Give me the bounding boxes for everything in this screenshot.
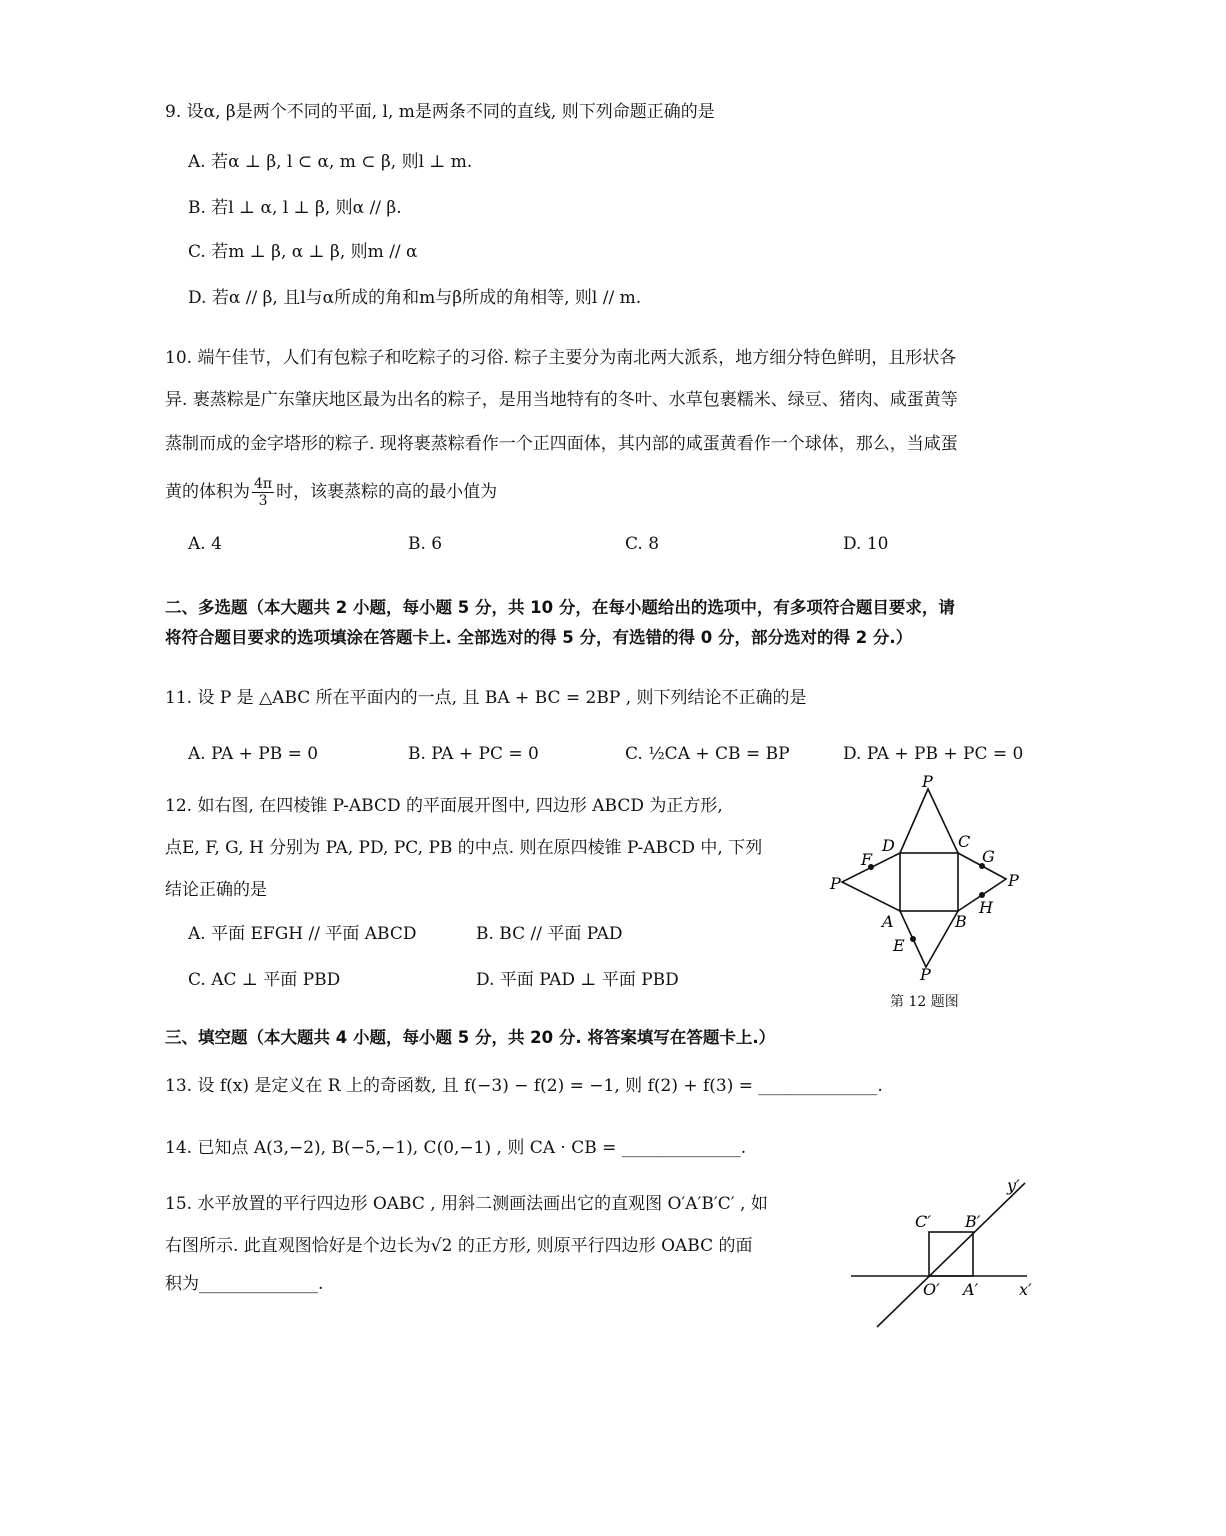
q11-option-b: B. PA + PC = 0: [408, 744, 539, 764]
label-c: C: [958, 832, 971, 851]
q10-option-c: C. 8: [625, 534, 660, 554]
q12-option-a: A. 平面 EFGH // 平面 ABCD: [188, 924, 417, 944]
q12-option-c: C. AC ⊥ 平面 PBD: [188, 970, 341, 990]
q11-option-c: C. ½CA + CB = BP: [625, 744, 790, 764]
section2-heading-line2: 将符合题目要求的选项填涂在答题卡上. 全部选对的得 5 分，有选错的得 0 分，部分选对的得 2 分.）: [165, 628, 913, 647]
q10-option-a: A. 4: [188, 534, 222, 554]
q11-stem: 11. 设 P 是 △ABC 所在平面内的一点, 且 BA + BC = 2BP , 则下列结论不正确的是: [165, 688, 807, 708]
q12-line1: 12. 如右图, 在四棱锥 P-ABCD 的平面展开图中, 四边形 ABCD 为正方形,: [165, 796, 723, 816]
q15-oblique-figure: [845, 1175, 1045, 1335]
q10-line1: 10. 端午佳节，人们有包粽子和吃粽子的习俗. 粽子主要分为南北两大派系，地方细分特色鲜明，且形状各: [165, 348, 957, 368]
point-e: [910, 936, 916, 942]
q9-stem: 9. 设α, β是两个不同的平面, l, m是两条不同的直线, 则下列命题正确的是: [165, 102, 715, 122]
y-axis-line: [877, 1183, 1025, 1327]
label-p-left: P: [830, 874, 841, 893]
label-c: C′: [915, 1212, 931, 1231]
q10-line4-before: 黄的体积为: [165, 482, 250, 502]
q10-fraction-numerator: 4π: [254, 476, 273, 492]
label-h: H: [979, 898, 993, 917]
label-f: F: [861, 850, 873, 869]
q10-option-d: D. 10: [843, 534, 889, 554]
q10-option-b: B. 6: [408, 534, 443, 554]
q10-line3: 蒸制而成的金字塔形的粽子. 现将裹蒸粽看作一个正四面体，其内部的咸蛋黄看作一个球体，那么，当咸蛋: [165, 434, 958, 454]
q15-line1: 15. 水平放置的平行四边形 OABC , 用斜二测画法画出它的直观图 O′A′B′C′ , 如: [165, 1194, 768, 1214]
label-p-bottom: P: [920, 965, 931, 984]
q12-figure-caption: 第 12 题图: [890, 994, 959, 1010]
label-y-axis: y′: [1007, 1176, 1020, 1195]
label-x-axis: x′: [1019, 1280, 1032, 1299]
square-abcd: [900, 853, 958, 911]
label-b: B: [955, 912, 967, 931]
label-d: D: [882, 836, 895, 855]
q12-option-b: B. BC // 平面 PAD: [476, 924, 623, 944]
q9-option-a: A. 若α ⊥ β, l ⊂ α, m ⊂ β, 则l ⊥ m.: [188, 152, 473, 172]
label-a: A′: [963, 1280, 979, 1299]
triangle-top: [900, 789, 958, 853]
q11-option-a: A. PA + PB = 0: [188, 744, 319, 764]
q10-fraction-denominator: 3: [258, 493, 268, 509]
label-p-right: P: [1008, 871, 1019, 890]
q10-line2: 异. 裹蒸粽是广东肇庆地区最为出名的粽子，是用当地特有的冬叶、水草包裹糯米、绿豆、猪肉、咸蛋黄等: [165, 390, 958, 410]
triangle-bottom: [900, 911, 958, 967]
q11-option-d: D. PA + PB + PC = 0: [843, 744, 1024, 764]
q15-line3: 积为______________.: [165, 1274, 324, 1294]
label-g: G: [982, 847, 995, 866]
q10-line4: [165, 476, 497, 509]
label-p-top: P: [922, 775, 933, 791]
q12-pyramid-net-figure: [820, 775, 1040, 1015]
label-o: O′: [923, 1280, 940, 1299]
section2-heading-line1: 二、多选题（本大题共 2 小题，每小题 5 分，共 10 分，在每小题给出的选项中，有多项符合题目要求，请: [165, 598, 955, 617]
q10-fraction: [252, 476, 274, 509]
label-a: A: [882, 912, 894, 931]
q12-line2: 点E, F, G, H 分别为 PA, PD, PC, PB 的中点. 则在原四棱锥 P-ABCD 中, 下列: [165, 838, 763, 858]
q9-option-d: D. 若α // β, 且l与α所成的角和m与β所成的角相等, 则l // m.: [188, 288, 642, 308]
label-b: B′: [965, 1212, 981, 1231]
section3-heading: 三、填空题（本大题共 4 小题，每小题 5 分，共 20 分. 将答案填写在答题卡上.）: [165, 1028, 776, 1047]
label-e: E: [893, 936, 905, 955]
q12-line3: 结论正确的是: [165, 880, 267, 900]
q13-text: 13. 设 f(x) 是定义在 R 上的奇函数, 且 f(−3) − f(2) = −1, 则 f(2) + f(3) = ______________.: [165, 1076, 883, 1096]
q10-line4-after: 时，该裹蒸粽的高的最小值为: [276, 482, 498, 502]
q14-text: 14. 已知点 A(3,−2), B(−5,−1), C(0,−1) , 则 CA · CB = ______________.: [165, 1138, 747, 1158]
q15-line2: 右图所示. 此直观图恰好是个边长为√2 的正方形, 则原平行四边形 OABC 的面: [165, 1236, 753, 1256]
q12-option-d: D. 平面 PAD ⊥ 平面 PBD: [476, 970, 679, 990]
q9-option-c: C. 若m ⊥ β, α ⊥ β, 则m // α: [188, 242, 418, 262]
q9-option-b: B. 若l ⊥ α, l ⊥ β, 则α // β.: [188, 198, 402, 218]
